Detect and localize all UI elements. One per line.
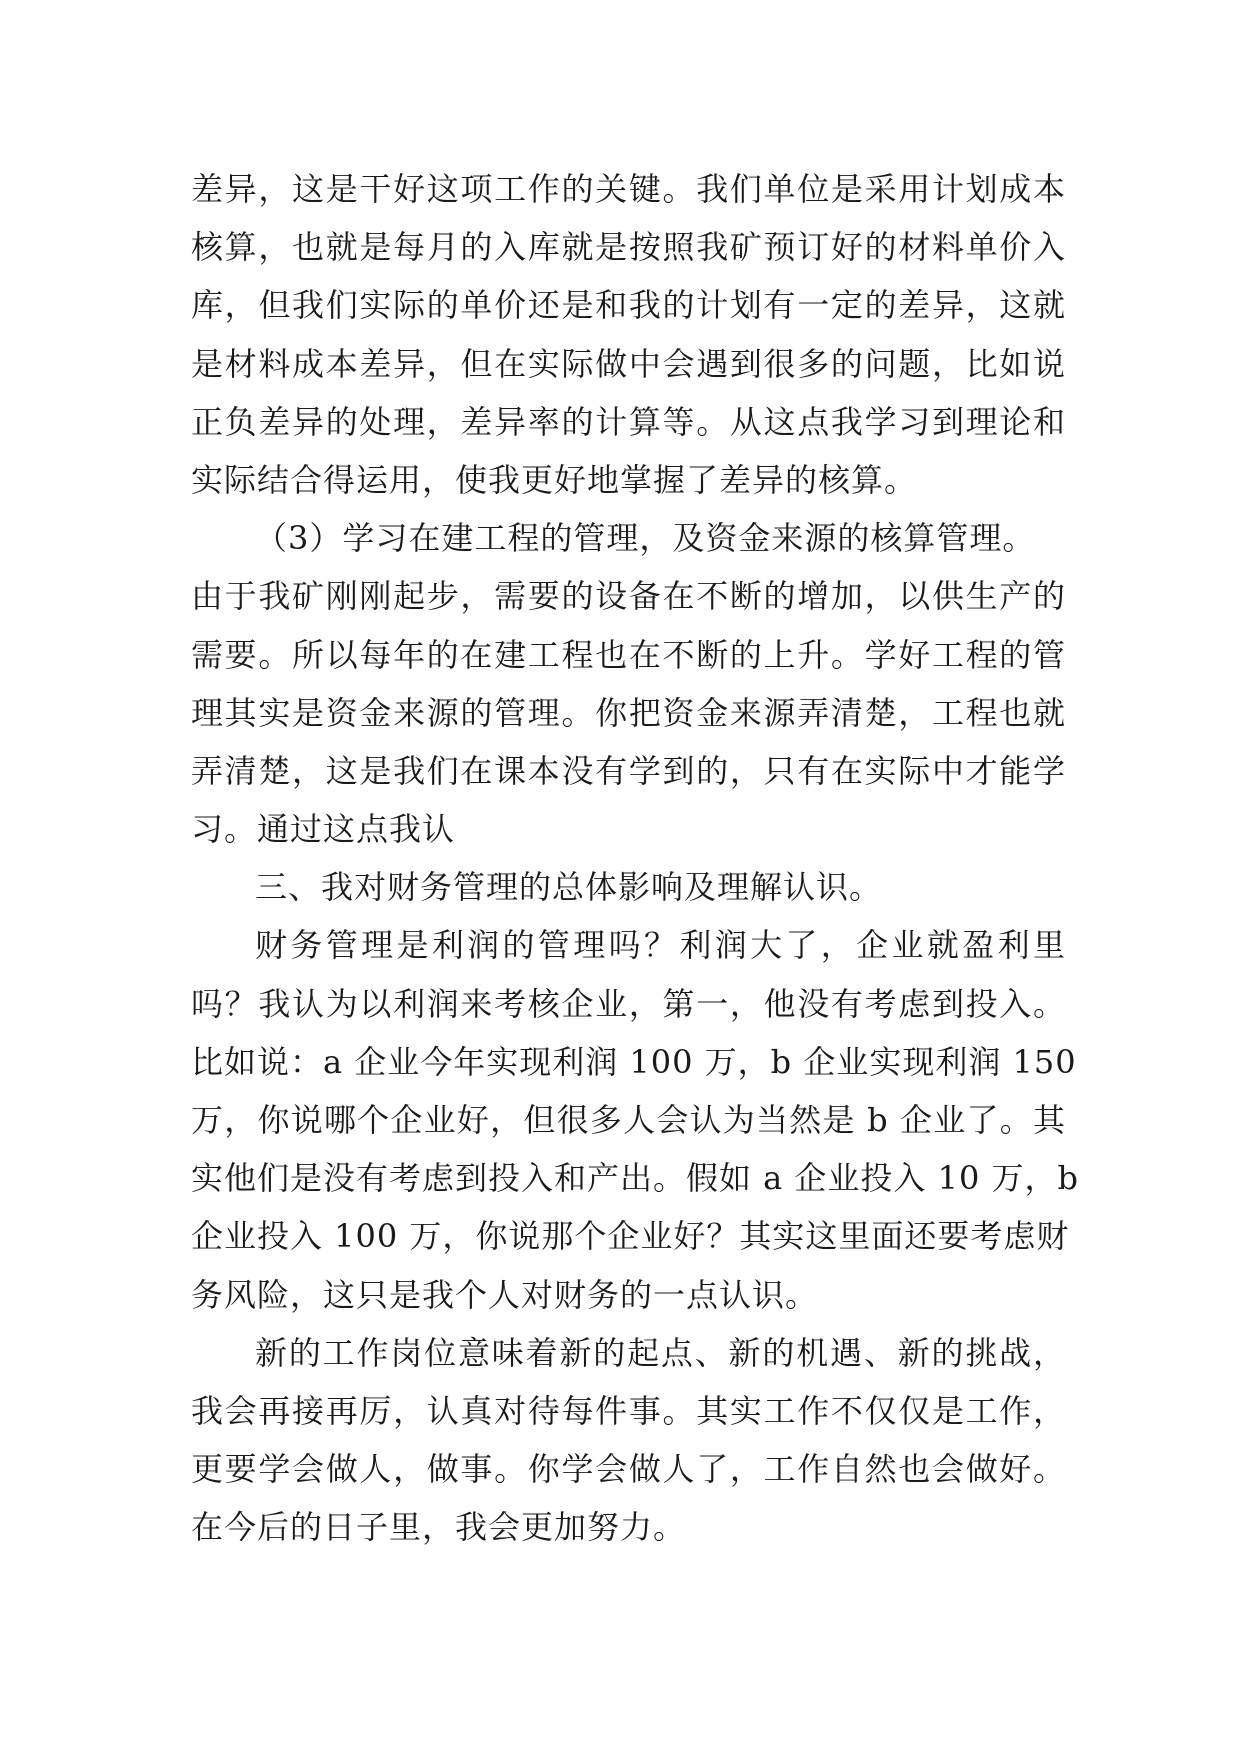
text-line: 务风险，这只是我个人对财务的一点认识。 <box>191 1275 819 1314</box>
text-line: 三、我对财务管理的总体影响及理解认识。 <box>255 868 883 907</box>
text-line: 是材料成本差异，但在实际做中会遇到很多的问题，比如说 <box>191 344 1066 383</box>
text-line: 新的工作岗位意味着新的起点、新的机遇、新的挑战， <box>255 1333 1066 1372</box>
text-line: 我会再接再厉，认真对待每件事。其实工作不仅仅是工作， <box>191 1391 1066 1430</box>
paragraph <box>191 1324 1066 1557</box>
text-line: 弄清楚，这是我们在课本没有学到的，只有在实际中才能学 <box>191 751 1066 790</box>
text-line: 库，但我们实际的单价还是和我的计划有一定的差异，这就 <box>191 286 1066 325</box>
text-line: 正负差异的处理，差异率的计算等。从这点我学习到理论和 <box>191 402 1066 441</box>
text-line: 万，你说哪个企业好，但很多人会认为当然是 b 企业了。其 <box>191 1101 1066 1139</box>
text-line: 实他们是没有考虑到投入和产出。假如 a 企业投入 10 万，b <box>191 1159 1079 1198</box>
text-line: 吗？我认为以利润来考核企业，第一，他没有考虑到投入。 <box>191 984 1066 1023</box>
text-line: 理其实是资金来源的管理。你把资金来源弄清楚，工程也就 <box>191 693 1066 732</box>
text-line: 核算，也就是每月的入库就是按照我矿预订好的材料单价入 <box>191 228 1066 267</box>
text-line: 在今后的日子里，我会更加努力。 <box>191 1508 687 1547</box>
text-line: （3）学习在建工程的管理，及资金来源的核算管理。 <box>255 519 1036 558</box>
text-line: 需要。所以每年的在建工程也在不断的上升。学好工程的管 <box>191 635 1066 674</box>
text-line: 由于我矿刚刚起步，需要的设备在不断的增加，以供生产的 <box>191 577 1066 616</box>
text-line: 比如说：a 企业今年实现利润 100 万，b 企业实现利润 150 <box>191 1042 1077 1081</box>
text-line: 习。通过这点我认 <box>191 810 456 849</box>
section-heading <box>191 858 1066 916</box>
text-line: 财务管理是利润的管理吗？利润大了，企业就盈利里 <box>255 926 1066 965</box>
text-line: 更要学会做人，做事。你学会做人了，工作自然也会做好。 <box>191 1450 1066 1489</box>
paragraph <box>191 160 1066 509</box>
document-body <box>191 160 1079 1557</box>
text-line: 差异，这是干好这项工作的关键。我们单位是采用计划成本 <box>191 170 1066 208</box>
text-line: 企业投入 100 万，你说那个企业好？其实这里面还要考虑财 <box>191 1217 1070 1256</box>
text-line: 实际结合得运用，使我更好地掌握了差异的核算。 <box>191 460 918 499</box>
paragraph <box>191 916 1079 1323</box>
paragraph <box>191 509 1066 858</box>
